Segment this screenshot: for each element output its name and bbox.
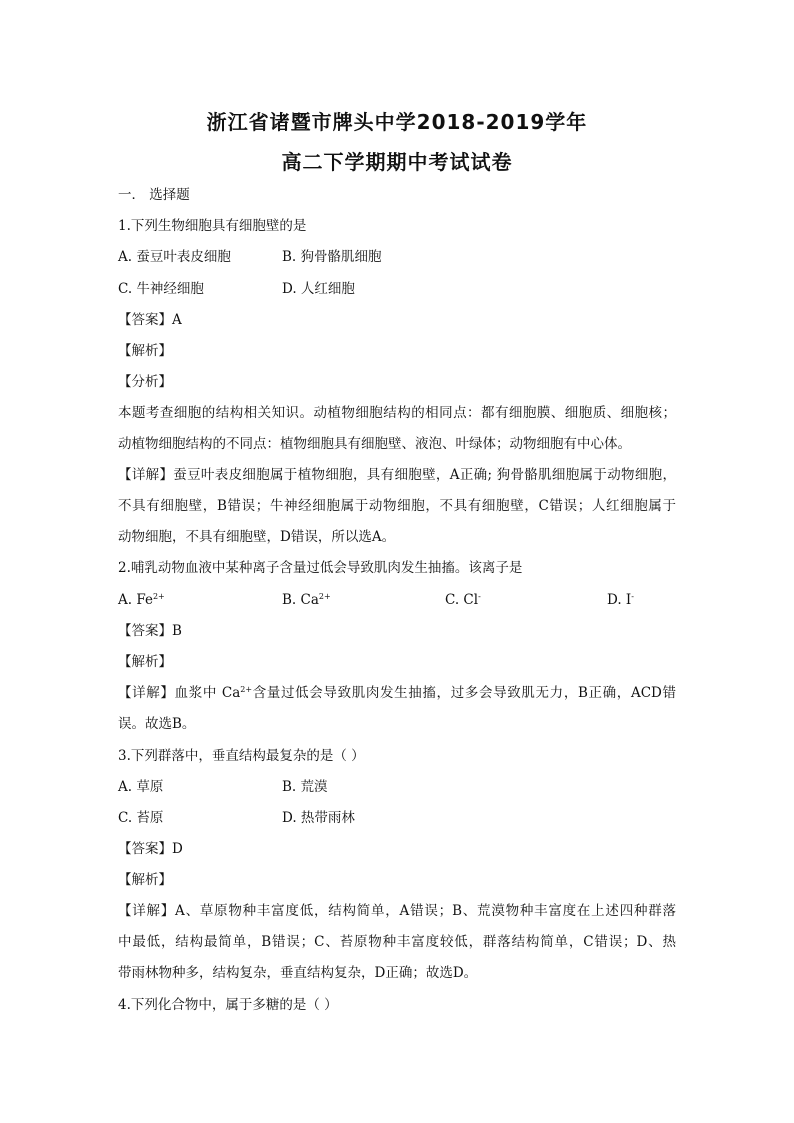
q1-detail-line: 不具有细胞壁，B错误；牛神经细胞属于动物细胞，不具有细胞壁，C错误；人红细胞属于 bbox=[118, 498, 676, 514]
q4-stem: 4.下列化合物中，属于多糖的是（ ） bbox=[118, 997, 338, 1013]
q1-option-b: B. 狗骨骼肌细胞 bbox=[282, 249, 382, 265]
q2-answer: 【答案】B bbox=[118, 623, 182, 639]
q1-stem: 1.下列生物细胞具有细胞壁的是 bbox=[118, 218, 307, 234]
exam-title-line1: 浙江省诸暨市牌头中学2018-2019学年 bbox=[206, 110, 588, 134]
q3-option-b: B. 荒漠 bbox=[282, 779, 328, 795]
q2-detail-line: 误。故选B。 bbox=[118, 716, 196, 732]
q2-stem: 2.哺乳动物血液中某种离子含量过低会导致肌肉发生抽搐。该离子是 bbox=[118, 560, 523, 576]
q1-fenxi-label: 【分析】 bbox=[118, 374, 172, 390]
q2-option-d: D. I- bbox=[607, 592, 634, 608]
q2-option-a: A. $Fe^{2+}$ bbox=[118, 592, 165, 608]
q1-detail-line: 动物细胞，不具有细胞壁，D错误，所以选A。 bbox=[118, 529, 396, 545]
q2-jiexi-label: 【解析】 bbox=[118, 654, 172, 670]
q2-detail-line: 【详解】血浆中 $Ca^{2+}$含量过低会导致肌肉发生抽搐，过多会导致肌无力，B正确，ACD错 bbox=[118, 685, 676, 701]
q3-option-a: A. 草原 bbox=[118, 779, 164, 795]
q3-answer: 【答案】D bbox=[118, 841, 183, 857]
q2-option-c: C. Cl- bbox=[445, 592, 481, 608]
q1-analysis-line: 动植物细胞结构的不同点：植物细胞具有细胞壁、液泡、叶绿体；动物细胞有中心体。 bbox=[118, 436, 631, 452]
q3-option-c: C. 苔原 bbox=[118, 810, 164, 826]
section-heading: 一． 选择题 bbox=[118, 187, 190, 203]
q3-jiexi-label: 【解析】 bbox=[118, 872, 172, 888]
q1-option-d: D. 人红细胞 bbox=[282, 281, 355, 297]
q1-option-a: A. 蚕豆叶表皮细胞 bbox=[118, 249, 231, 265]
q3-detail-line: 带雨林物种多，结构复杂，垂直结构复杂，D正确；故选D。 bbox=[118, 965, 478, 981]
q1-analysis-line: 本题考查细胞的结构相关知识。动植物细胞结构的相同点：都有细胞膜、细胞质、细胞核； bbox=[118, 405, 676, 421]
q3-stem: 3.下列群落中，垂直结构最复杂的是（ ） bbox=[118, 748, 365, 764]
q1-detail-line: 【详解】蚕豆叶表皮细胞属于植物细胞，具有细胞壁，A正确; 狗骨骼肌细胞属于动物细胞， bbox=[118, 467, 676, 483]
q1-answer: 【答案】A bbox=[118, 312, 182, 328]
q1-jiexi-label: 【解析】 bbox=[118, 343, 172, 359]
exam-title-line2: 高二下学期期中考试试卷 bbox=[281, 150, 513, 174]
q3-detail-line: 中最低，结构最简单，B错误；C、苔原物种丰富度较低，群落结构简单，C错误；D、热 bbox=[118, 934, 676, 950]
q1-option-c: C. 牛神经细胞 bbox=[118, 281, 204, 297]
q2-option-b: B. $Ca^{2+}$ bbox=[282, 592, 331, 608]
q3-option-d: D. 热带雨林 bbox=[282, 810, 355, 826]
q3-detail-line: 【详解】A、草原物种丰富度低，结构简单，A错误；B、荒漠物种丰富度在上述四种群落 bbox=[118, 903, 676, 919]
